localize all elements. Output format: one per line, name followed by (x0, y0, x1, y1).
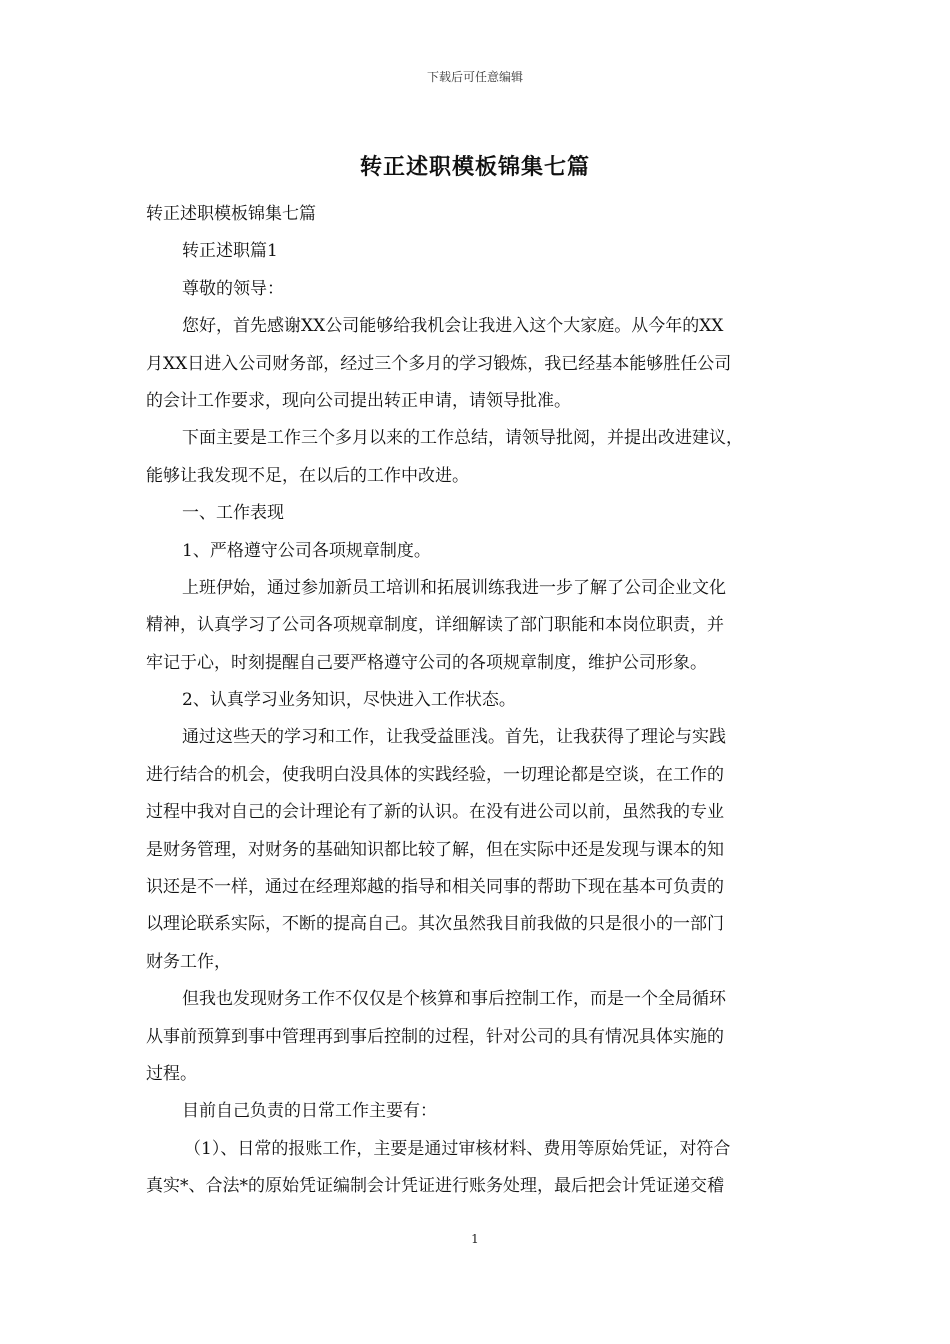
section-heading: 一、工作表现 (182, 503, 284, 524)
paragraph-line: 识还是不一样，通过在经理郑越的指导和相关同事的帮助下现在基本可负责的 (146, 877, 724, 898)
paragraph-line: （1）、日常的报账工作，主要是通过审核材料、费用等原始凭证，对符合 (184, 1138, 731, 1159)
paragraph-line: 您好，首先感谢XX公司能够给我机会让我进入这个大家庭。从今年的XX (182, 316, 724, 337)
paragraph-line: 转正述职篇1 (182, 241, 278, 262)
paragraph-line: 能够让我发现不足，在以后的工作中改进。 (146, 465, 469, 486)
paragraph-line: 进行结合的机会，使我明白没具体的实践经验，一切理论都是空谈，在工作的 (146, 764, 724, 785)
subsection-heading: 2、认真学习业务知识，尽快进入工作状态。 (182, 690, 516, 711)
paragraph-line: 上班伊始，通过参加新员工培训和拓展训练我进一步了解了公司企业文化 (182, 577, 726, 598)
page-number: 1 (471, 1232, 479, 1246)
paragraph-line: 以理论联系实际，不断的提高自己。其次虽然我目前我做的只是很小的一部门 (146, 914, 724, 935)
paragraph-line: 月XX日进入公司财务部，经过三个多月的学习锻炼，我已经基本能够胜任公司 (146, 353, 732, 374)
paragraph-line: 过程中我对自己的会计理论有了新的认识。在没有进公司以前，虽然我的专业 (146, 802, 724, 823)
paragraph-line: 牢记于心，时刻提醒自己要严格遵守公司的各项规章制度，维护公司形象。 (146, 652, 707, 673)
paragraph-line: 下面主要是工作三个多月以来的工作总结，请领导批阅，并提出改进建议， (182, 428, 743, 449)
paragraph-line: 精神，认真学习了公司各项规章制度，详细解读了部门职能和本岗位职责，并 (146, 615, 724, 636)
header-note: 下载后可任意编辑 (426, 70, 523, 84)
paragraph-line: 是财务管理，对财务的基础知识都比较了解，但在实际中还是发现与课本的知 (146, 839, 724, 860)
paragraph-line: 的会计工作要求，现向公司提出转正申请，请领导批准。 (146, 390, 571, 411)
paragraph-line: 尊敬的领导： (182, 278, 284, 299)
paragraph-line: 转正述职模板锦集七篇 (146, 204, 316, 224)
document-body (146, 196, 810, 1206)
paragraph-line: 从事前预算到事中管理再到事后控制的过程，针对公司的具有情况具体实施的 (146, 1026, 724, 1047)
paragraph-line: 通过这些天的学习和工作，让我受益匪浅。首先，让我获得了理论与实践 (182, 727, 726, 748)
paragraph-line: 过程。 (146, 1063, 197, 1084)
paragraph-line: 财务工作， (146, 951, 231, 972)
paragraph-line: 真实*、合法*的原始凭证编制会计凭证进行账务处理，最后把会计凭证递交稽 (146, 1176, 724, 1197)
paragraph-line: 目前自己负责的日常工作主要有： (182, 1101, 437, 1122)
subsection-heading: 1、严格遵守公司各项规章制度。 (182, 540, 431, 561)
document-title: 转正述职模板锦集七篇 (359, 154, 590, 180)
paragraph-line: 但我也发现财务工作不仅仅是个核算和事后控制工作，而是一个全局循环 (182, 989, 726, 1010)
